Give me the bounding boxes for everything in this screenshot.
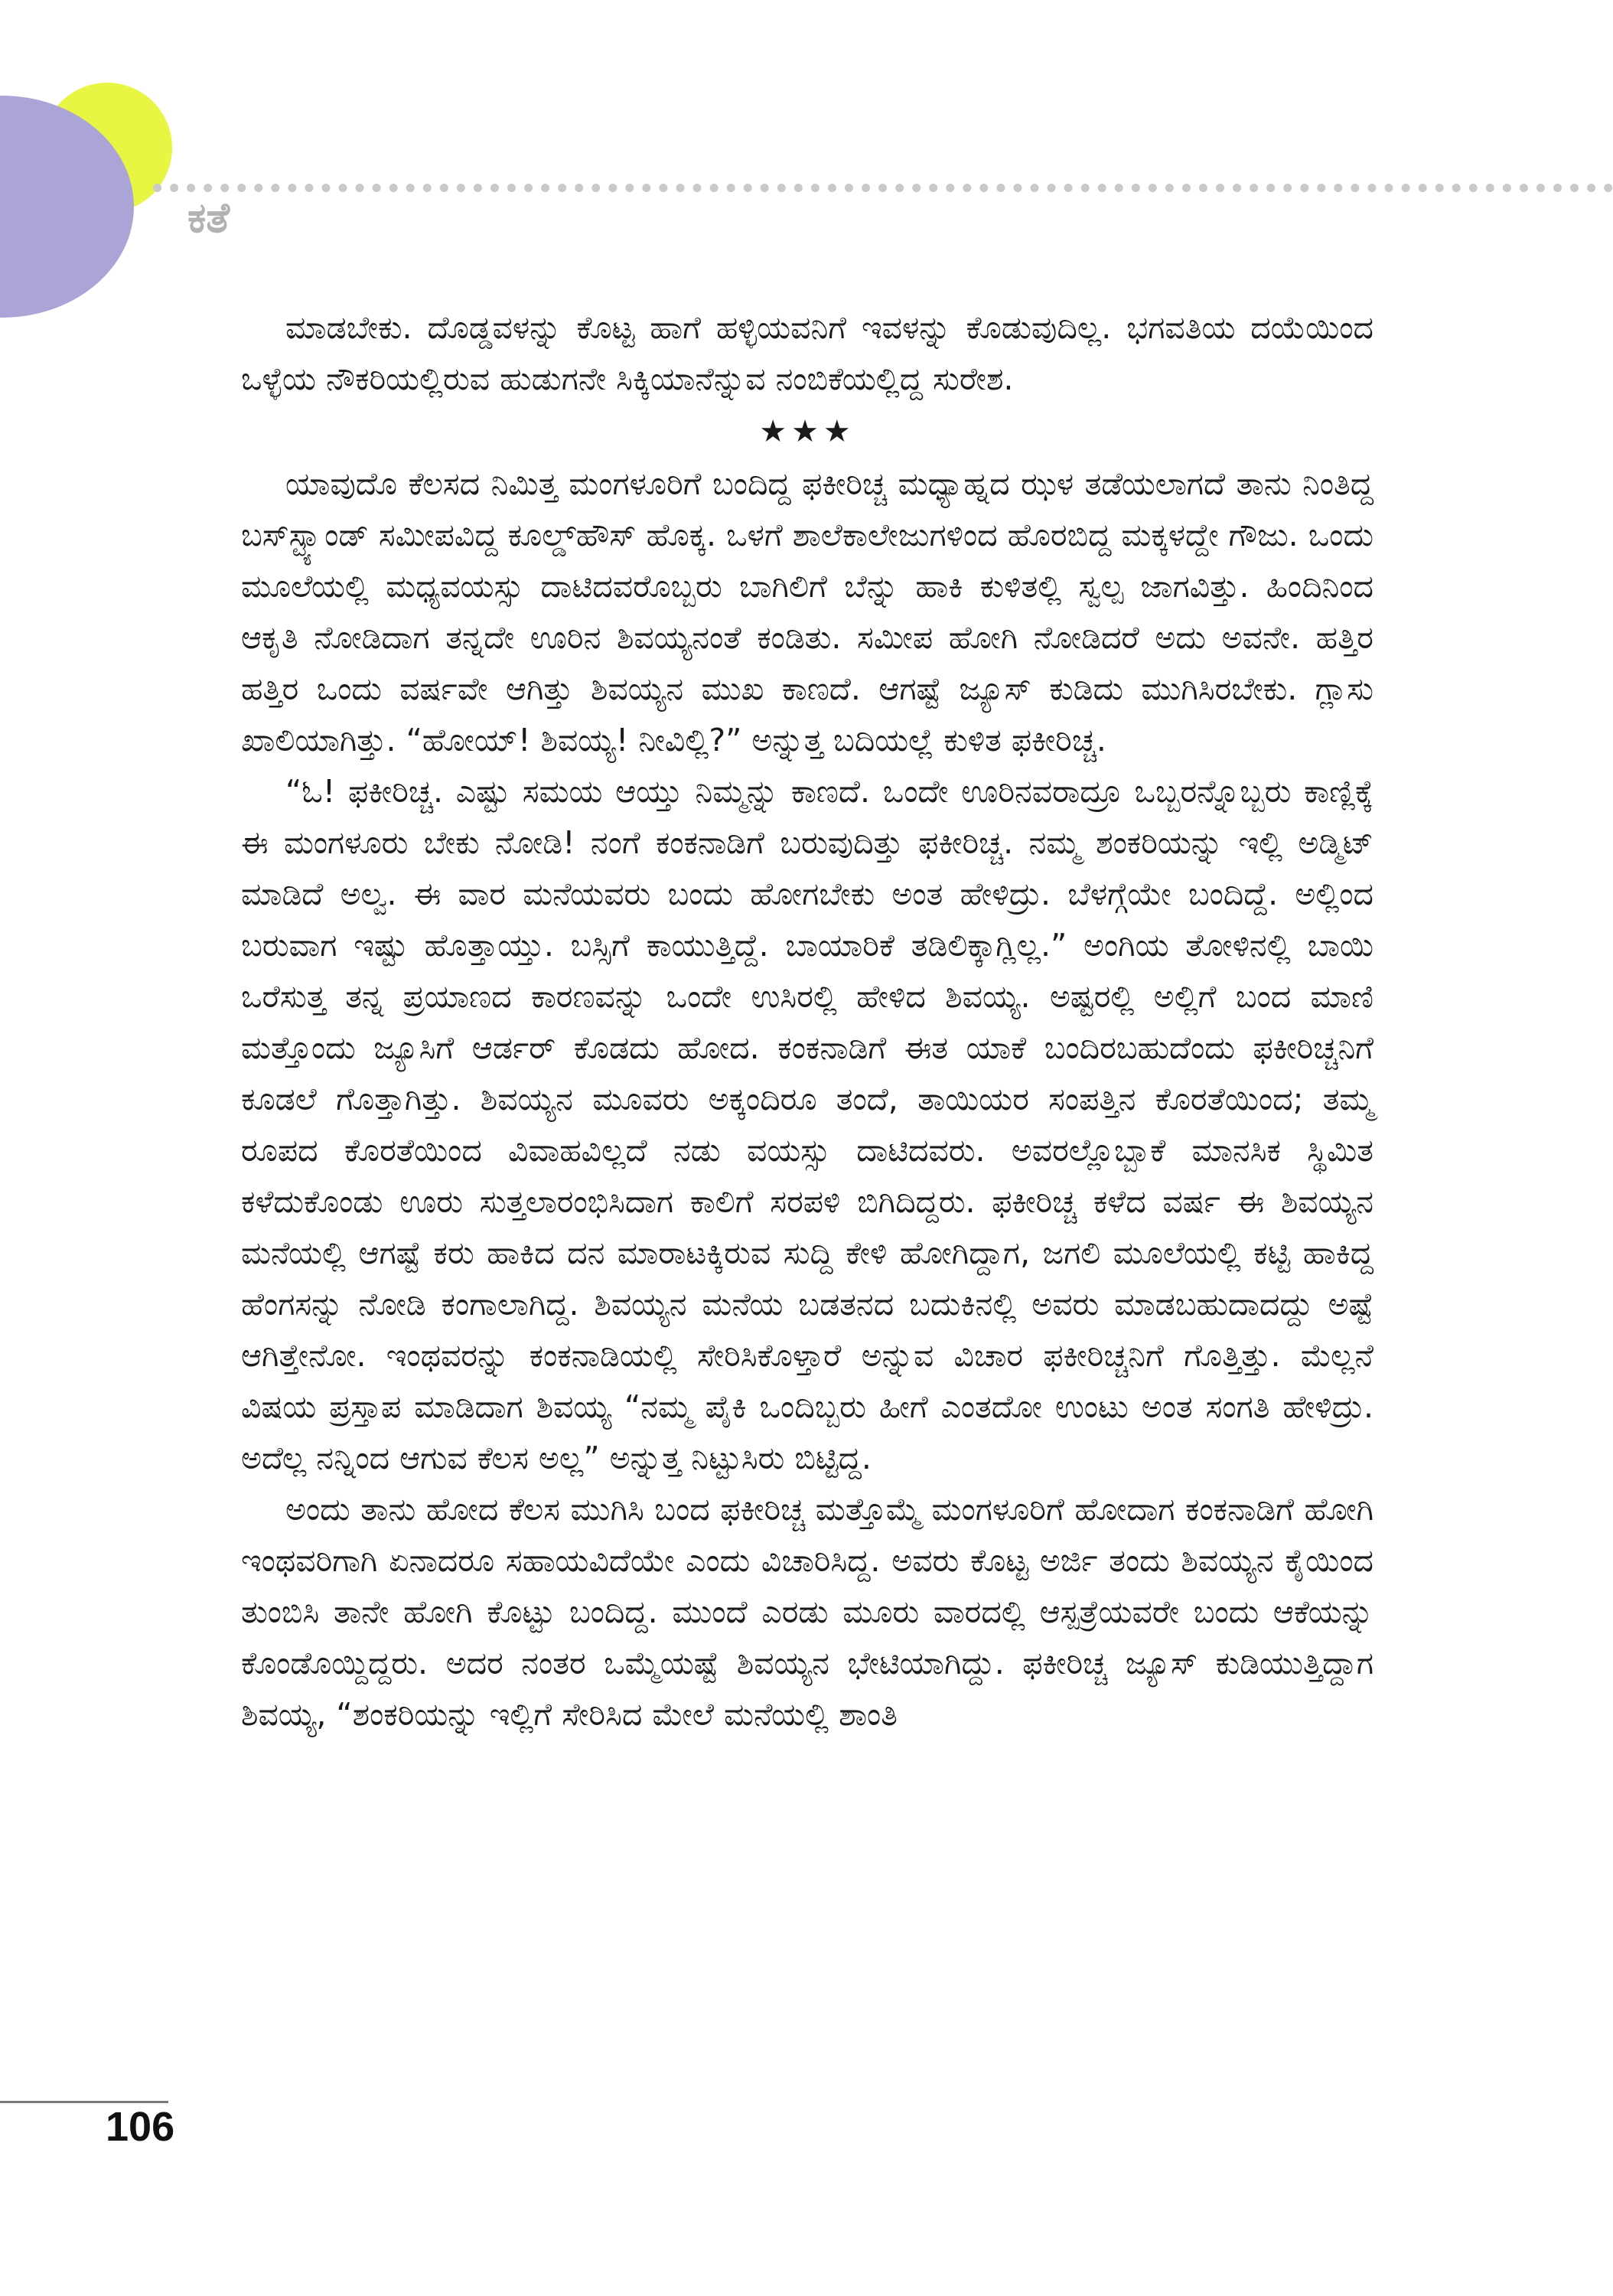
story-body (241, 302, 1373, 1740)
paragraph-2: ಯಾವುದೊ ಕೆಲಸದ ನಿಮಿತ್ತ ಮಂಗಳೂರಿಗೆ ಬಂದಿದ್ದ ಫಕೀರಿಚ್ಚ ಮಧ್ಯಾಹ್ನದ ಝಳ ತಡೆಯಲಾಗದೆ ತಾನು ನಿಂತಿದ್ದ ಬಸ್‌ಸ್ಟ್ಯಾಂಡ್ ಸಮೀಪವಿದ್ದ ಕೂಲ್ಡ್‌ಹೌಸ್ ಹೊಕ್ಕ. ಒಳಗೆ ಶಾಲೆಕಾಲೇಜುಗಳಿಂದ ಹೊರಬಿದ್ದ ಮಕ್ಕಳದ್ದೇ ಗೌಜು. ಒಂದು ಮೂಲೆಯಲ್ಲಿ ಮಧ್ಯವಯಸ್ಸು ದಾಟಿದವರೊಬ್ಬರು ಬಾಗಿಲಿಗೆ ಬೆನ್ನು ಹಾಕಿ ಕುಳಿತಲ್ಲಿ ಸ್ವಲ್ಪ ಜಾಗವಿತ್ತು. ಹಿಂದಿನಿಂದ ಆಕೃತಿ ನೋಡಿದಾಗ ತನ್ನದೇ ಊರಿನ ಶಿವಯ್ಯನಂತೆ ಕಂಡಿತು. ಸಮೀಪ ಹೋಗಿ ನೋಡಿದರೆ ಅದು ಅವನೇ. ಹತ್ತಿರ ಹತ್ತಿರ ಒಂದು ವರ್ಷವೇ ಆಗಿತ್ತು ಶಿವಯ್ಯನ ಮುಖ ಕಾಣದೆ. ಆಗಷ್ಟೆ ಜ್ಯೂಸ್ ಕುಡಿದು ಮುಗಿಸಿರಬೇಕು. ಗ್ಲಾಸು ಖಾಲಿಯಾಗಿತ್ತು. “ಹೋಯ್! ಶಿವಯ್ಯ! ನೀವಿಲ್ಲಿ?” ಅನ್ನುತ್ತ ಬದಿಯಲ್ಲೆ ಕುಳಿತ ಫಕೀರಿಚ್ಚ. (241, 465, 1373, 758)
section-separator: ★★★ (759, 414, 855, 449)
paragraph-4: ಅಂದು ತಾನು ಹೋದ ಕೆಲಸ ಮುಗಿಸಿ ಬಂದ ಫಕೀರಿಚ್ಚ ಮತ್ತೊಮ್ಮೆ ಮಂಗಳೂರಿಗೆ ಹೋದಾಗ ಕಂಕನಾಡಿಗೆ ಹೋಗಿ ಇಂಥವರಿಗಾಗಿ ಏನಾದರೂ ಸಹಾಯವಿದೆಯೇ ಎಂದು ವಿಚಾರಿಸಿದ್ದ. ಅವರು ಕೊಟ್ಟ ಅರ್ಜಿ ತಂದು ಶಿವಯ್ಯನ ಕೈಯಿಂದ ತುಂಬಿಸಿ ತಾನೇ ಹೋಗಿ ಕೊಟ್ಟು ಬಂದಿದ್ದ. ಮುಂದೆ ಎರಡು ಮೂರು ವಾರದಲ್ಲಿ ಆಸ್ಪತ್ರೆಯವರೇ ಬಂದು ಆಕೆಯನ್ನು ಕೊಂಡೊಯ್ದಿದ್ದರು. ಅದರ ನಂತರ ಒಮ್ಮೆಯಷ್ಟೆ ಶಿವಯ್ಯನ ಭೇಟಿಯಾಗಿದ್ದು. ಫಕೀರಿಚ್ಚ ಜ್ಯೂಸ್ ಕುಡಿಯುತ್ತಿದ್ದಾಗ ಶಿವಯ್ಯ, “ಶಂಕರಿಯನ್ನು ಇಲ್ಲಿಗೆ ಸೇರಿಸಿದ ಮೇಲೆ ಮನೆಯಲ್ಲಿ ಶಾಂತಿ (241, 1491, 1373, 1733)
page-number: 106 (106, 2104, 175, 2150)
footer-rule (0, 2101, 168, 2103)
paragraph-1: ಮಾಡಬೇಕು. ದೊಡ್ಡವಳನ್ನು ಕೊಟ್ಟ ಹಾಗೆ ಹಳ್ಳಿಯವನಿಗೆ ಇವಳನ್ನು ಕೊಡುವುದಿಲ್ಲ. ಭಗವತಿಯ ದಯೆಯಿಂದ ಒಳ್ಳೆಯ ನೌಕರಿಯಲ್ಲಿರುವ ಹುಡುಗನೇ ಸಿಕ್ಕಿಯಾನೆನ್ನುವ ನಂಬಿಕೆಯಲ್ಲಿದ್ದ ಸುರೇಶ. (241, 309, 1373, 397)
paragraph-3: “ಓ! ಫಕೀರಿಚ್ಚ. ಎಷ್ಟು ಸಮಯ ಆಯ್ತು ನಿಮ್ಮನ್ನು ಕಾಣದೆ. ಒಂದೇ ಊರಿನವರಾದ್ರೂ ಒಬ್ಬರನ್ನೊಬ್ಬರು ಕಾಣ್ಲಿಕ್ಕೆ ಈ ಮಂಗಳೂರು ಬೇಕು ನೋಡಿ! ನಂಗೆ ಕಂಕನಾಡಿಗೆ ಬರುವುದಿತ್ತು ಫಕೀರಿಚ್ಚ. ನಮ್ಮ ಶಂಕರಿಯನ್ನು ಇಲ್ಲಿ ಅಡ್ಮಿಟ್ ಮಾಡಿದೆ ಅಲ್ವ. ಈ ವಾರ ಮನೆಯವರು ಬಂದು ಹೋಗಬೇಕು ಅಂತ ಹೇಳಿದ್ರು. ಬೆಳಗ್ಗೆಯೇ ಬಂದಿದ್ದೆ. ಅಲ್ಲಿಂದ ಬರುವಾಗ ಇಷ್ಟು ಹೊತ್ತಾಯ್ತು. ಬಸ್ಸಿಗೆ ಕಾಯುತ್ತಿದ್ದೆ. ಬಾಯಾರಿಕೆ ತಡಿಲಿಕ್ಕಾಗ್ಲಿಲ್ಲ.” ಅಂಗಿಯ ತೋಳಿನಲ್ಲಿ ಬಾಯಿ ಒರೆಸುತ್ತ ತನ್ನ ಪ್ರಯಾಣದ ಕಾರಣವನ್ನು ಒಂದೇ ಉಸಿರಲ್ಲಿ ಹೇಳಿದ ಶಿವಯ್ಯ. ಅಷ್ಟರಲ್ಲಿ ಅಲ್ಲಿಗೆ ಬಂದ ಮಾಣಿ ಮತ್ತೊಂದು ಜ್ಯೂಸಿಗೆ ಆರ್ಡರ್ ಕೊಡದು ಹೋದ. ಕಂಕನಾಡಿಗೆ ಈತ ಯಾಕೆ ಬಂದಿರಬಹುದೆಂದು ಫಕೀರಿಚ್ಚನಿಗೆ ಕೂಡಲೆ ಗೊತ್ತಾಗಿತ್ತು. ಶಿವಯ್ಯನ ಮೂವರು ಅಕ್ಕಂದಿರೂ ತಂದೆ, ತಾಯಿಯರ ಸಂಪತ್ತಿನ ಕೊರತೆಯಿಂದ; ತಮ್ಮ ರೂಪದ ಕೊರತೆಯಿಂದ ವಿವಾಹವಿಲ್ಲದೆ ನಡು ವಯಸ್ಸು ದಾಟಿದವರು. ಅವರಲ್ಲೊಬ್ಬಾಕೆ ಮಾನಸಿಕ ಸ್ಥಿಮಿತ ಕಳೆದುಕೊಂಡು ಊರು ಸುತ್ತಲಾರಂಭಿಸಿದಾಗ ಕಾಲಿಗೆ ಸರಪಳಿ ಬಿಗಿದಿದ್ದರು. ಫಕೀರಿಚ್ಚ ಕಳೆದ ವರ್ಷ ಈ ಶಿವಯ್ಯನ ಮನೆಯಲ್ಲಿ ಆಗಷ್ಟೆ ಕರು ಹಾಕಿದ ದನ ಮಾರಾಟಕ್ಕಿರುವ ಸುದ್ದಿ ಕೇಳಿ ಹೋಗಿದ್ದಾಗ, ಜಗಲಿ ಮೂಲೆಯಲ್ಲಿ ಕಟ್ಟಿ ಹಾಕಿದ್ದ ಹೆಂಗಸನ್ನು ನೋಡಿ ಕಂಗಾಲಾಗಿದ್ದ. ಶಿವಯ್ಯನ ಮನೆಯ ಬಡತನದ ಬದುಕಿನಲ್ಲಿ ಅವರು ಮಾಡಬಹುದಾದದ್ದು ಅಷ್ಟೆ ಆಗಿತ್ತೇನೋ. ಇಂಥವರನ್ನು ಕಂಕನಾಡಿಯಲ್ಲಿ ಸೇರಿಸಿಕೊಳ್ತಾರೆ ಅನ್ನುವ ವಿಚಾರ ಫಕೀರಿಚ್ಚನಿಗೆ ಗೊತ್ತಿತ್ತು. ಮೆಲ್ಲನೆ ವಿಷಯ ಪ್ರಸ್ತಾಪ ಮಾಡಿದಾಗ ಶಿವಯ್ಯ “ನಮ್ಮ ಪೈಕಿ ಒಂದಿಬ್ಬರು ಹೀಗೆ ಎಂತದೋ ಉಂಟು ಅಂತ ಸಂಗತಿ ಹೇಳಿದ್ರು. ಅದೆಲ್ಲ ನನ್ನಿಂದ ಆಗುವ ಕೆಲಸ ಅಲ್ಲ” ಅನ್ನುತ್ತ ನಿಟ್ಟುಸಿರು ಬಿಟ್ಟಿದ್ದ. (241, 773, 1373, 1476)
section-label: ಕತೆ (187, 194, 230, 242)
dotted-header-rule (153, 184, 1613, 192)
